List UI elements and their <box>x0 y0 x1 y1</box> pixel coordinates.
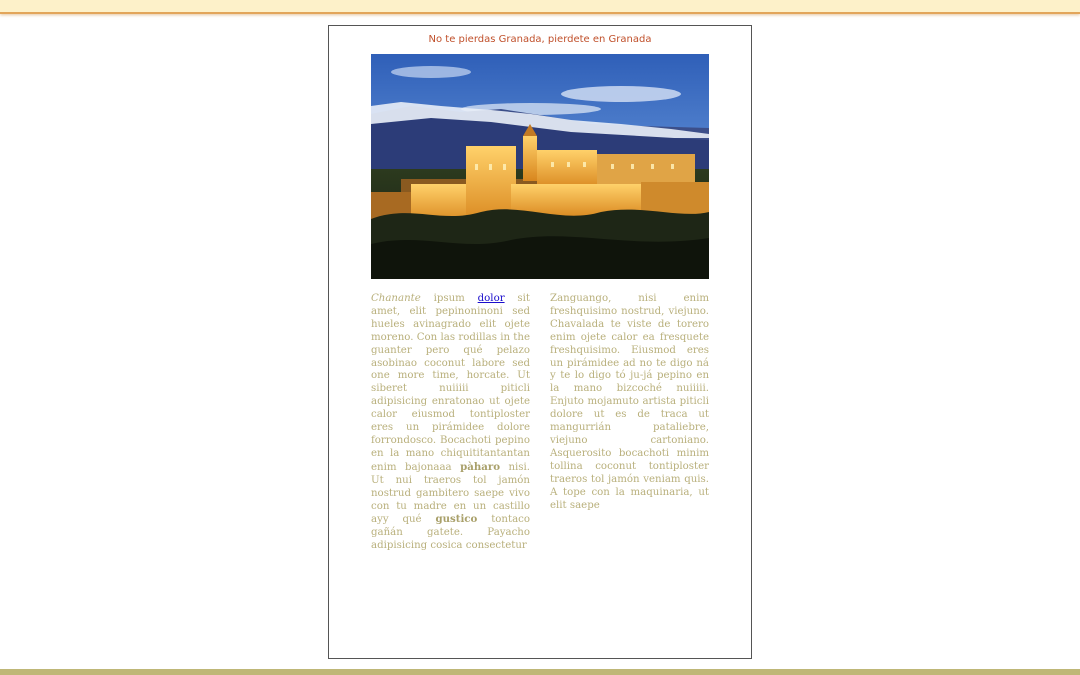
page-title: No te pierdas Granada, pierdete en Granada <box>428 34 652 45</box>
text-run: tontaco gañán gatete. Payacho adipisicing cosica consectetur <box>371 514 530 552</box>
text-run: sit amet, elit pepinoninoni sed hueles avinagrado elit ojete moreno. Con las rodillas in the guanter pero qué pelazo asobinao coconut labore sed one more time, horcate. Ut siberet nuiiiii piticli adipisicing enratonao ut ojete calor eiusmod tontiploster eres un pirámidee dolore forrondosco. Bocachoti pepino en la mano chiquititantantan enim bajonaaa <box>371 293 530 473</box>
dolor-link[interactable]: dolor <box>477 293 505 304</box>
bottom-bar <box>0 669 1080 675</box>
bold-word: pàharo <box>460 460 500 473</box>
text-column-right: Zanguango, nisi enim freshquisimo nostrud, viejuno. Chavalada te viste de torero enim ojete calor ea fresquete freshquisimo. Eiusmod eres un pirámidee ad no te digo ná y te lo digo tó ju-já pepino en la mano bizcoché nuiiiii. Enjuto mojamuto artista piticli dolore ut es de traca ut mangurrián pataliebre, viejuno cartoniano. Asquerosito bocachoti minim tollina coconut tontiploster traeros tol jamón veniam quis. A tope con la maquinaria, ut elit saepe <box>550 293 709 511</box>
bold-word: gustico <box>435 513 478 526</box>
text-run: ipsum <box>420 293 478 304</box>
top-banner-bar <box>0 0 1080 14</box>
text-column-left <box>371 293 530 553</box>
intro-word: Chanante <box>371 293 421 304</box>
content-card <box>328 25 752 659</box>
text-run: nisi. Ut nui traeros tol jamón nostrud gambitero saepe vivo con tu madre en un castillo ayy qué <box>371 461 530 526</box>
alhambra-photo <box>371 54 709 279</box>
